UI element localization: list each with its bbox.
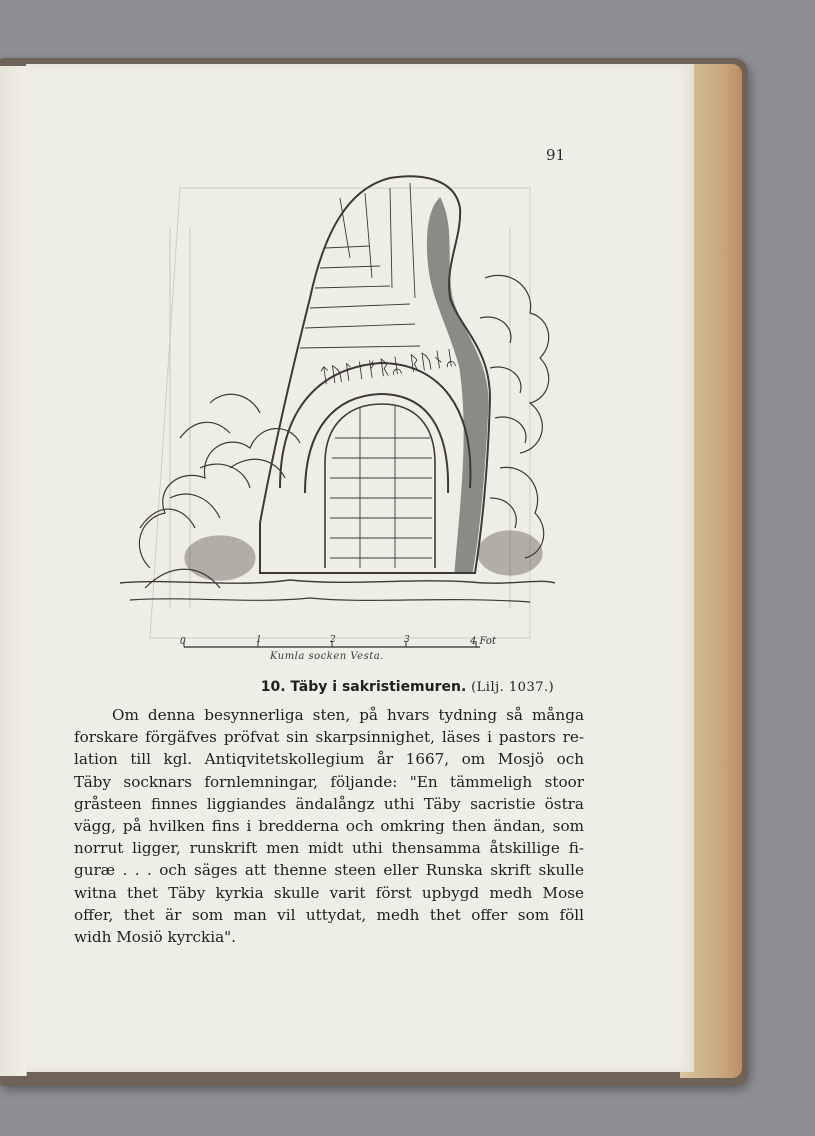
scale-label-4: 4 Fot: [470, 636, 496, 647]
figure-caption: Kumla socken Vesta.: [270, 651, 384, 662]
section-reference: (Lilj. 1037.): [471, 680, 555, 695]
runestone-illustration: [110, 168, 560, 648]
text-line: witna thet Täby kyrkia skulle varit först upbygd medh Mose: [74, 883, 584, 902]
text-line: offer, thet är som man vil uttydat, medh thet offer som föll: [74, 905, 584, 924]
text-line: widh Mosiö kyrckia".: [74, 928, 236, 947]
scale-label-0: 0: [180, 637, 186, 647]
scale-label-2: 2: [330, 635, 336, 645]
page-number: 91: [546, 146, 566, 164]
text-line: forskare förgäfves pröfvat sin skarpsinnighet, läses i pastors re-: [74, 728, 584, 747]
section-heading: [0, 677, 815, 695]
text-line: Om denna besynnerliga sten, på hvars tydning så många: [112, 706, 584, 724]
section-title: Täby i sakristiemuren.: [290, 679, 467, 695]
text-line: guræ . . . och säges att thenne steen eller Runska skrift skulle: [74, 861, 584, 880]
scale-label-3: 3: [404, 635, 410, 645]
section-number: 10.: [260, 679, 286, 695]
text-line: gråsteen finnes liggiandes ändalångz uthi Täby sacristie östra: [74, 794, 584, 813]
text-line: lation till kgl. Antiqvitetskollegium år 1667, om Mosjö och: [74, 750, 584, 769]
left-page-edge: [0, 66, 27, 1076]
scale-label-1: 1: [256, 635, 262, 645]
text-line: vägg, på hvilken fins i bredderna och omkring then ändan, som: [74, 817, 584, 836]
text-line: norrut ligger, runskrift men midt uthi thensamma åtskillige fi-: [74, 839, 584, 858]
rune-inscription: ᛏᚢᛚᛁᚠᚱᛦ ᚱᚢᚾᛦ: [317, 344, 458, 388]
text-line: Täby socknars fornlemningar, följande: "En tämmeligh stoor: [74, 772, 584, 791]
body-paragraph: [74, 704, 584, 948]
